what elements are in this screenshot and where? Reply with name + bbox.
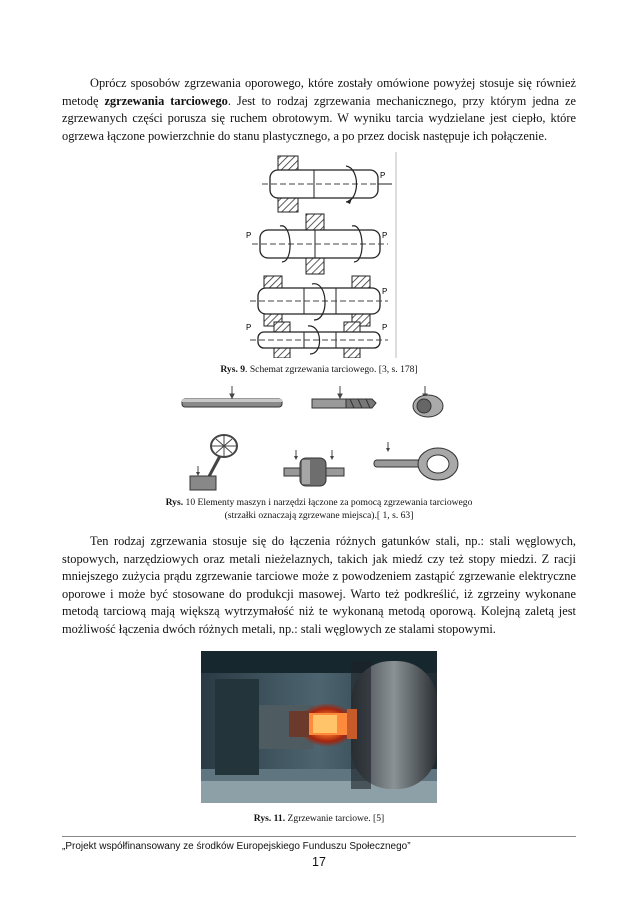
figure-11-caption	[0, 812, 638, 825]
footer-funding-note: „Projekt współfinansowany ze środków Europejskiego Funduszu Społecznego”	[62, 841, 411, 852]
intro-text-start: Oprócz sposobów zgrzewania oporowego, które zostały omówione powyżej stosuje się również metodę	[62, 76, 576, 108]
figure-9-friction-welding-scheme	[242, 152, 398, 358]
scheme-row-1	[262, 156, 392, 212]
scheme-row-4	[246, 322, 388, 358]
page-number: 17	[312, 855, 326, 869]
figure-9-caption	[0, 363, 638, 376]
force-label-p: P	[382, 323, 388, 332]
hub-part	[284, 450, 344, 486]
intro-paragraph	[62, 75, 576, 145]
figure-10-machine-parts	[176, 384, 466, 496]
force-label-p: P	[382, 231, 388, 240]
scheme-row-3	[250, 276, 388, 326]
figure-10-caption	[0, 496, 638, 522]
intro-text-end: . Jest to rodzaj zgrzewania mechanicznego, przy którym jedna ze zgrzewanych części porusza się ruchem obrotowym. W wyniku tarcia wydzielane jest ciepło, które ogrzewa łączone powierzchnie do stanu plastycznego, a po przez docisk następuje ich połączenie.	[62, 93, 576, 143]
force-label-p: P	[380, 171, 386, 180]
figure-11-caption-text: Zgrzewanie tarciowe. [5]	[285, 813, 385, 824]
footer-divider	[62, 836, 576, 837]
drill-part	[312, 399, 346, 408]
figure-10-caption-line-2: (strzałki oznaczają zgrzewane miejsca).[ 1, s. 63]	[224, 510, 414, 521]
wheel-part	[190, 435, 237, 490]
figure-9-caption-text: . Schemat zgrzewania tarciowego. [3, s. 178]	[245, 364, 418, 375]
ring-part-large	[374, 442, 458, 480]
force-label-p: P	[382, 287, 388, 296]
body-text: Ten rodzaj zgrzewania stosuje się do łączenia różnych gatunków stali, np.: stali węglowych, stopowych, narzędziowych oraz metali nieżelaznych, takich jak miedź czy też stopy miedzi. Z racji mniejszego zużycia prądu zgrzewanie tarciowe może z powodzeniem zastąpić zgrzewanie elektryczne oporowe i może być stosowane do produkcji masowej. Warto też podkreślić, iż zgrzeiny wykonane metodą tarciową mają większą wytrzymałość niż te wykonaną metodą oporową. Kolejną zaletą jest możliwość łączenia dwóch różnych metali, np.: stali węglowych ze stalami stopowymi.	[62, 534, 576, 636]
figure-11-friction-welding-photo	[201, 651, 437, 803]
figure-10-caption-line-1: 10 Elementy maszyn i narzędzi łączone za pomocą zgrzewania tarciowego	[183, 497, 473, 508]
figure-9-caption-number: Rys. 9	[220, 364, 246, 375]
figure-11-caption-number: Rys. 11.	[253, 813, 286, 824]
scheme-row-2	[246, 214, 388, 274]
figure-10-caption-number: Rys.	[165, 497, 184, 508]
force-label-p: P	[246, 231, 252, 240]
force-label-p: P	[246, 323, 252, 332]
body-paragraph	[62, 533, 576, 639]
intro-bold-term: zgrzewania tarciowego	[104, 93, 228, 108]
